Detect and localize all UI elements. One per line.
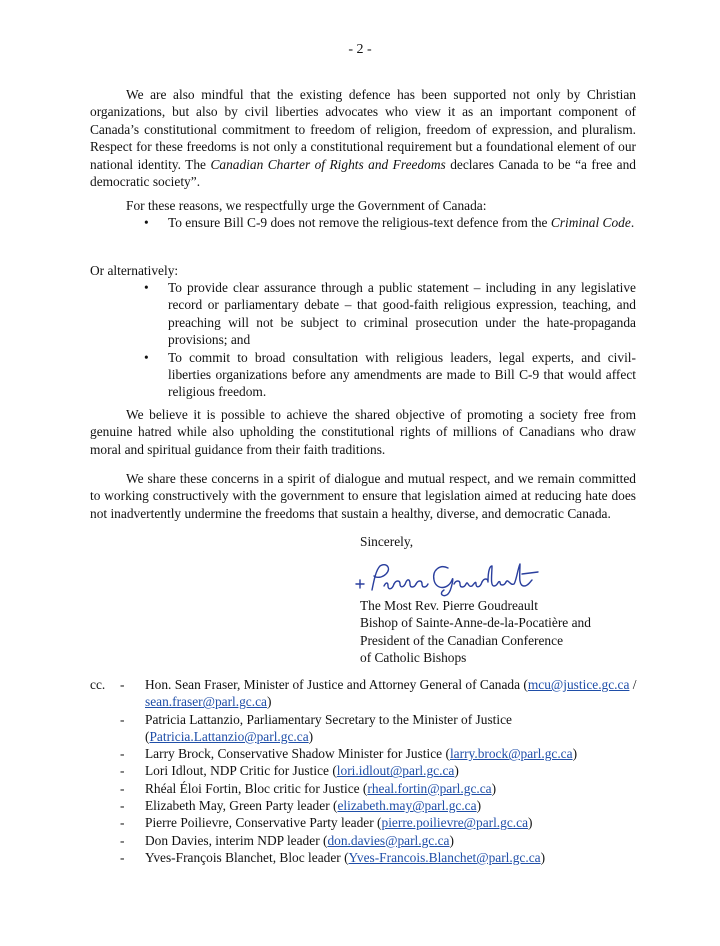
email-link[interactable]: lori.idlout@parl.gc.ca — [336, 763, 455, 779]
cc-dash: - — [120, 815, 125, 831]
signatory-title-president: President of the Canadian Conference — [360, 632, 564, 648]
cc-row — [90, 780, 650, 797]
paragraph-urge — [90, 197, 636, 214]
cc-dash: - — [120, 849, 125, 865]
signatory-name: The Most Rev. Pierre Goudreault — [360, 598, 539, 613]
paragraph-dialogue-text: We share these concerns in a spirit of dialogue and mutual respect, and we remain committed to working constructively with the government to ensure that legislation aimed at reducing hate does not inadvertently undermine the freedoms that sustain a healthy, diverse, and democratic Canada. — [90, 471, 636, 521]
paragraph-objective-text: We believe it is possible to achieve the shared objective of promoting a society free from genuine hatred while also upholding the constitutional rights of millions of Canadians who draw moral and spiritual guidance from their faith traditions. — [90, 407, 636, 457]
cc-recipient-text: Hon. Sean Fraser, Minister of Justice and Attorney General of Canada ( — [145, 677, 528, 692]
bullet-text: To ensure Bill C-9 does not remove the religious-text defence from the — [168, 215, 551, 230]
cc-recipient-text: Larry Brock, Conservative Shadow Minister for Justice ( — [145, 746, 450, 762]
cc-dash: - — [120, 780, 125, 796]
cc-row — [90, 745, 650, 762]
signatory-block — [360, 597, 591, 667]
email-link[interactable]: elizabeth.may@parl.gc.ca — [337, 798, 477, 814]
cc-separator: / — [629, 677, 637, 692]
cc-dash: - — [120, 763, 125, 779]
cc-close-paren: ) — [449, 832, 454, 848]
cc-row — [90, 711, 650, 746]
email-link[interactable]: rheal.fortin@parl.gc.ca — [367, 780, 492, 796]
email-link[interactable]: don.davies@parl.gc.ca — [327, 832, 450, 848]
bullet-text: To provide clear assurance through a public statement – including in any legislative record or parliamentary debate – that good-faith religious expression, teaching, and preaching will not be subject to criminal prosecution under the hate-propaganda provisions; and — [168, 280, 636, 348]
cc-recipient-text: Yves-François Blanchet, Bloc leader ( — [145, 849, 349, 865]
paragraph-dialogue — [90, 470, 636, 522]
cc-recipient-text: Lori Idlout, NDP Critic for Justice ( — [145, 763, 337, 779]
cc-recipient-text: Patricia Lattanzio, Parliamentary Secretary to the Minister of Justice ( — [145, 711, 513, 744]
cc-close-paren: ) — [267, 694, 272, 710]
paragraph-freedoms-text: We are also mindful that the existing defence has been supported not only by Christian organizations, but also by civil liberties advocates who view it as an important component of Canada’s constitutional commitment to freedom of religion, freedom of expression, and pluralism. Respect for these freedoms is not only a constitutional requirement but a foundational element of our national identity. The — [90, 87, 636, 172]
cc-dash: - — [120, 832, 125, 848]
charter-title: Canadian Charter of Rights and Freedoms — [210, 156, 446, 172]
cc-close-paren: ) — [454, 763, 459, 779]
cc-close-paren: ) — [528, 815, 533, 831]
cc-row — [90, 797, 650, 814]
bullet-item — [144, 214, 636, 231]
bullet-list-alternative — [144, 279, 636, 401]
cc-dash: - — [120, 711, 125, 727]
bullet-glyph: • — [144, 280, 149, 295]
email-link[interactable]: mcu@justice.gc.ca — [527, 677, 630, 692]
email-link[interactable]: sean.fraser@parl.gc.ca — [145, 694, 267, 710]
cc-close-paren: ) — [572, 746, 578, 762]
cc-dash: - — [120, 798, 125, 814]
paragraph-freedoms-end: declares Canada to be “a free and democratic society”. — [90, 156, 637, 190]
email-link[interactable]: Patricia.Lattanzio@parl.gc.ca — [149, 728, 309, 744]
bullet-glyph: • — [144, 215, 149, 230]
cc-list — [90, 676, 650, 866]
bullet-list-primary — [144, 214, 636, 231]
criminal-code-title: Criminal Code — [550, 215, 631, 230]
cc-recipient-text: Pierre Poilievre, Conservative Party leader ( — [145, 815, 382, 831]
email-link[interactable]: Yves-Francois.Blanchet@parl.gc.ca — [348, 849, 541, 865]
cc-row — [90, 832, 650, 849]
bullet-glyph: • — [144, 349, 149, 365]
page-number: - 2 - — [348, 42, 372, 57]
handwritten-signature — [352, 560, 542, 598]
cc-close-paren: ) — [491, 780, 497, 796]
paragraph-freedoms — [90, 86, 636, 190]
cc-close-paren: ) — [308, 728, 314, 744]
email-link[interactable]: larry.brock@parl.gc.ca — [449, 746, 573, 762]
cc-dash: - — [120, 746, 125, 762]
cc-recipient-text: Rhéal Éloi Fortin, Bloc critic for Justice ( — [145, 780, 368, 796]
cc-row — [90, 762, 650, 779]
paragraph-urge-text: For these reasons, we respectfully urge the Government of Canada: — [126, 198, 487, 213]
bullet-text: To commit to broad consultation with religious leaders, legal experts, and civil-liberties organizations before any amendments are made to Bill C-9 that would affect religious freedom. — [168, 349, 636, 400]
cc-close-paren: ) — [540, 849, 546, 865]
cc-close-paren: ) — [476, 798, 482, 814]
bullet-text-end: . — [630, 215, 635, 230]
email-link[interactable]: pierre.poilievre@parl.gc.ca — [381, 815, 529, 831]
bullet-item — [144, 279, 636, 349]
cc-row — [90, 676, 650, 711]
closing-salutation: Sincerely, — [360, 534, 414, 549]
cc-row — [90, 814, 650, 831]
cc-row — [90, 849, 650, 866]
paragraph-alternatively — [90, 262, 636, 279]
signatory-title-bishop: Bishop of Sainte-Anne-de-la-Pocatière and — [360, 615, 591, 631]
cc-dash: - — [120, 677, 125, 692]
cc-recipient-text: Don Davies, interim NDP leader ( — [145, 832, 328, 848]
paragraph-alternatively-text: Or alternatively: — [90, 263, 179, 278]
signatory-title-conference: of Catholic Bishops — [360, 650, 467, 666]
bullet-item — [144, 349, 636, 401]
cc-recipient-text: Elizabeth May, Green Party leader ( — [145, 798, 338, 814]
cc-label: cc. — [90, 677, 106, 692]
paragraph-objective — [90, 406, 636, 458]
